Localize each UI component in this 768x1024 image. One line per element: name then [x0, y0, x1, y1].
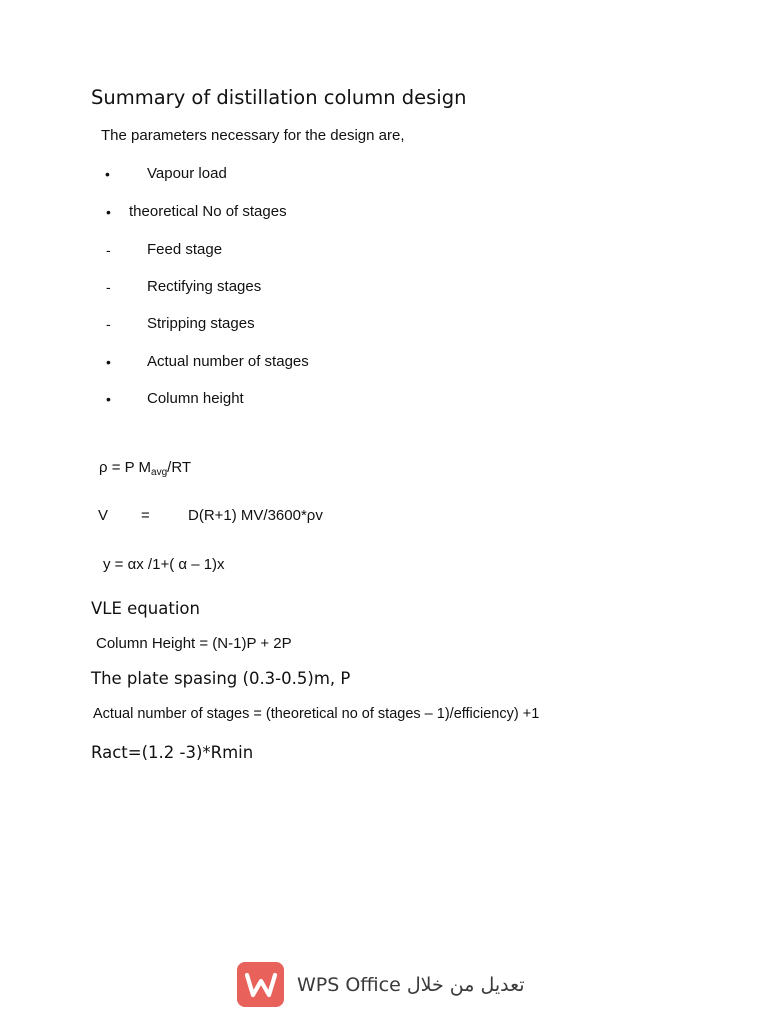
intro-text: The parameters necessary for the design are, — [101, 127, 405, 144]
list-marker: - — [106, 242, 111, 258]
vapour-formula-equals: = — [141, 507, 150, 524]
density-formula — [99, 459, 191, 478]
column-height-formula: Column Height = (N-1)P + 2P — [96, 635, 292, 652]
ract-formula: Ract=(1.2 -3)*Rmin — [91, 743, 254, 762]
list-item-stripping-stages: Stripping stages — [147, 315, 255, 332]
list-item-theoretical-stages: theoretical No of stages — [129, 203, 287, 220]
vapour-formula-lhs: V — [98, 507, 109, 524]
list-marker: • — [106, 391, 111, 407]
wps-footer — [237, 962, 525, 1007]
list-item-rectifying-stages: Rectifying stages — [147, 278, 262, 295]
list-marker: - — [106, 316, 111, 332]
list-marker: - — [106, 279, 111, 295]
list-marker: • — [105, 166, 110, 182]
vle-formula: y = αx /1+( α – 1)x — [103, 556, 225, 573]
actual-stages-formula: Actual number of stages = (theoretical no of stages – 1)/efficiency) +1 — [93, 706, 540, 722]
vapour-formula-rhs: D(R+1) MV/3600*ρv — [188, 507, 323, 524]
wps-logo-icon — [237, 962, 284, 1007]
list-item-vapour-load: Vapour load — [147, 165, 227, 182]
plate-spacing-note: The plate spasing (0.3-0.5)m, P — [91, 669, 351, 688]
list-item-column-height: Column height — [147, 390, 244, 407]
list-item-actual-stages: Actual number of stages — [147, 353, 309, 370]
density-formula-subscript: avg — [151, 467, 168, 478]
document-title: Summary of distillation column design — [91, 86, 467, 109]
density-formula-main: ρ = P M — [99, 459, 152, 476]
density-formula-tail: /RT — [167, 459, 192, 476]
list-marker: • — [106, 204, 111, 220]
wps-footer-text: تعديل من خلال WPS Office — [297, 973, 525, 996]
list-marker: • — [106, 354, 111, 370]
list-item-feed-stage: Feed stage — [147, 241, 223, 258]
vle-equation-label: VLE equation — [91, 599, 200, 618]
